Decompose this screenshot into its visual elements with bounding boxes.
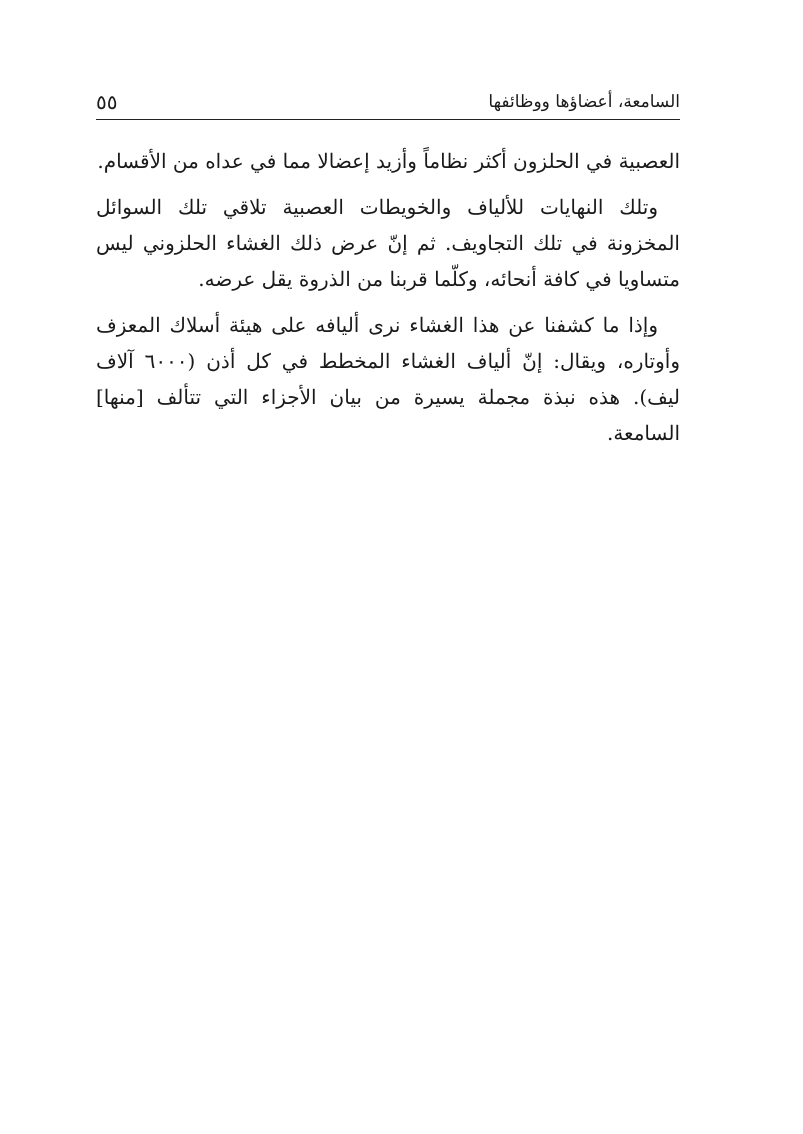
- header-rule: [96, 119, 680, 120]
- running-head: [96, 86, 680, 122]
- paragraph-2: وتلك النهايات للألياف والخويطات العصبية تلاقي تلك السوائل المخزونة في تلك التجاويف. ثم إنّ عرض ذلك الغشاء الحلزوني ليس متساويا في كافة أنحائه، وكلّما قربنا من الذروة يقل عرضه.: [96, 195, 680, 291]
- paragraph-3: وإذا ما كشفنا عن هذا الغشاء نرى أليافه على هيئة أسلاك المعزف وأوتاره، ويقال: إنّ ألياف الغشاء المخطط في كل أذن (٦٠٠٠ آلاف ليف). هذه نبذة مجملة يسيرة من بيان الأجزاء التي تتألف [منها] السامعة.: [96, 313, 680, 445]
- chapter-title: السامعة، أعضاؤها ووظائفها: [488, 92, 680, 112]
- paragraph-1: العصبية في الحلزون أكثر نظاماً وأزيد إعضالا مما في عداه من الأقسام.: [97, 149, 680, 173]
- page-number: ٥٥: [96, 90, 118, 114]
- body-text: [96, 143, 680, 461]
